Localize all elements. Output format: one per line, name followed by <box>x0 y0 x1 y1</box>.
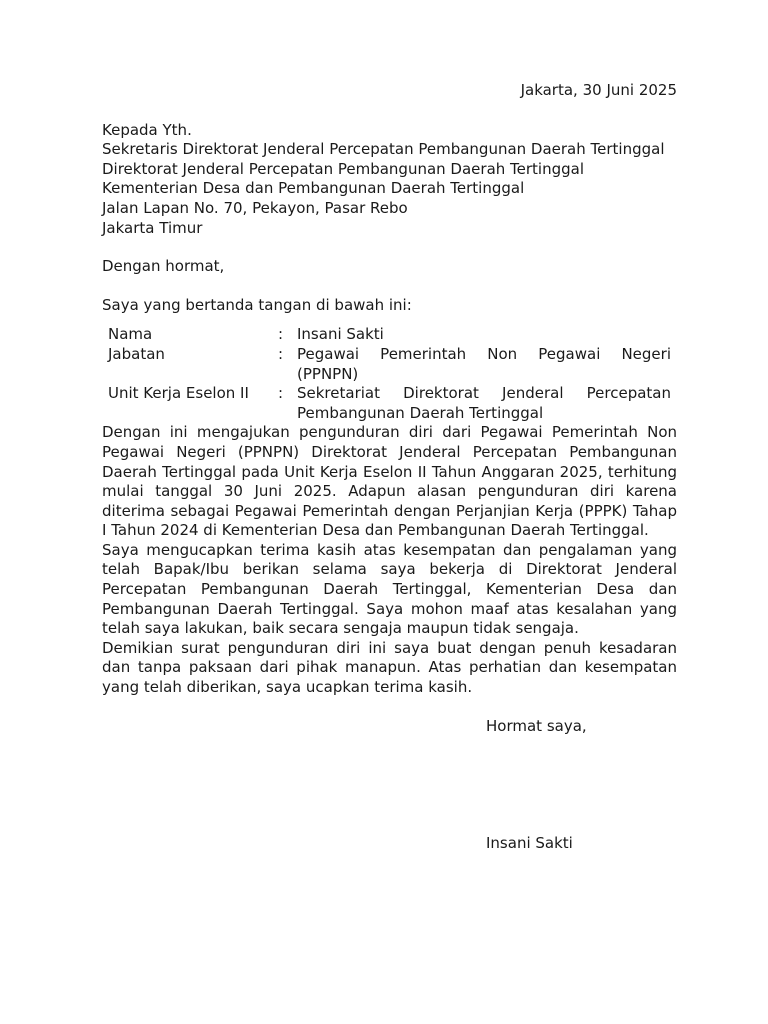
recipient-line-5: Jakarta Timur <box>102 218 203 237</box>
identity-colon: : <box>278 384 284 403</box>
identity-row-name <box>102 325 677 345</box>
identity-label: Unit Kerja Eselon II <box>108 384 249 403</box>
recipient-line-4: Jalan Lapan No. 70, Pekayon, Pasar Rebo <box>102 198 408 217</box>
intro-text: Saya yang bertanda tangan di bawah ini: <box>102 295 412 314</box>
recipient-line-3: Kementerian Desa dan Pembangunan Daerah Tertinggal <box>102 179 525 198</box>
identity-row-position <box>102 345 677 384</box>
identity-value: Pegawai Pemerintah Non Pegawai Negeri (PPNPN) <box>297 344 671 383</box>
body-paragraph-1: Dengan ini mengajukan pengunduran diri dari Pegawai Pemerintah Non Pegawai Negeri (PPNPN) Direktorat Jenderal Percepatan Pembangunan Daerah Tertinggal pada Unit Kerja Eselon II Tahun Anggaran 2025, terhitung mulai tanggal 30 Juni 2025. Adapun alasan pengunduran diri karena diterima sebagai Pegawai Pemerintah dengan Perjanjian Kerja (PPPK) Tahap I Tahun 2024 di Kementerian Desa dan Pembangunan Daerah Tertinggal. <box>102 423 677 540</box>
recipient-salutation: Kepada Yth. <box>102 120 192 139</box>
identity-colon: : <box>278 344 284 363</box>
letter-page <box>102 81 677 854</box>
recipient-line-2: Direktorat Jenderal Percepatan Pembangunan Daerah Tertinggal <box>102 159 584 178</box>
letter-date: Jakarta, 30 Juni 2025 <box>520 81 677 99</box>
body-paragraph-2: Saya mengucapkan terima kasih atas kesempatan dan pengalaman yang telah Bapak/Ibu berikan selama saya bekerja di Direktorat Jenderal Percepatan Pembangunan Daerah Tertinggal, Kementerian Desa dan Pembangunan Daerah Tertinggal. Saya mohon maaf atas kesalahan yang telah saya lakukan, baik secara sengaja maupun tidak sengaja. <box>102 540 677 638</box>
identity-label: Nama <box>108 325 153 344</box>
identity-table <box>102 325 677 423</box>
identity-colon: : <box>278 325 284 344</box>
recipient-line-1: Sekretaris Direktorat Jenderal Percepatan Pembangunan Daerah Tertinggal <box>102 140 665 159</box>
greeting: Dengan hormat, <box>102 257 225 276</box>
identity-row-unit <box>102 384 677 423</box>
recipient-block <box>102 121 677 239</box>
identity-value: Insani Sakti <box>297 325 384 344</box>
identity-label: Jabatan <box>108 344 165 363</box>
identity-value: Sekretariat Direktorat Jenderal Percepatan Pembangunan Daerah Tertinggal <box>297 384 671 422</box>
body-paragraph-3: Demikian surat pengunduran diri ini saya buat dengan penuh kesadaran dan tanpa paksaan dari pihak manapun. Atas perhatian dan kesempatan yang telah diberikan, saya ucapkan terima kasih. <box>102 638 677 697</box>
signature-name: Insani Sakti <box>486 834 573 853</box>
closing-text: Hormat saya, <box>486 716 587 735</box>
